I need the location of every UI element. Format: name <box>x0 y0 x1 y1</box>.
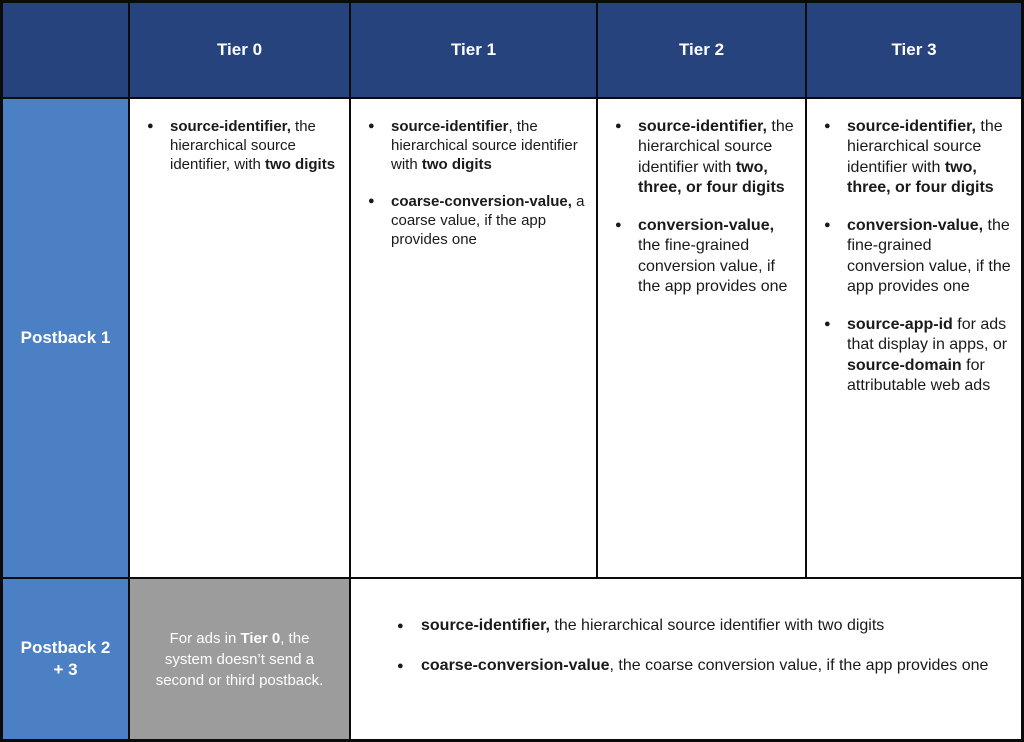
bullet-item <box>363 117 588 175</box>
text-segment: source-identifier <box>391 118 509 135</box>
text-segment: , the system doesn’t send a second or third postback. <box>155 629 324 689</box>
corner-header-cell <box>3 3 128 97</box>
table-grid <box>3 3 1021 739</box>
bullet-item <box>395 656 997 677</box>
bullet-list-postback1-tier1 <box>363 117 588 249</box>
text-segment: source-identifier, <box>847 118 976 135</box>
row-header-postback-1: Postback 1 <box>3 99 128 577</box>
text-segment: source-identifier, <box>421 617 550 635</box>
bullet-item <box>142 117 341 175</box>
bullet-item <box>819 315 1013 397</box>
text-segment: conversion-value, <box>638 216 775 234</box>
column-header-tier-2: Tier 2 <box>598 3 805 97</box>
bullet-item <box>395 616 997 637</box>
text-segment: For ads in <box>169 629 241 647</box>
text-segment: source-app-id <box>847 315 953 333</box>
bullet-list-postback23-merged <box>395 616 997 696</box>
text-segment: two, three, or four digits <box>847 158 994 197</box>
row-header-postback-2-3: Postback 2 + 3 <box>3 579 128 739</box>
text-segment: the hierarchical source identifier with <box>638 118 794 176</box>
bullet-item <box>363 192 588 250</box>
cell-postback1-tier1 <box>351 99 596 577</box>
text-segment: the fine-grained conversion value, if the app provides one <box>638 237 788 296</box>
bullet-item <box>610 216 797 298</box>
text-segment: source-domain <box>847 356 962 374</box>
text-segment: , the coarse conversion value, if the app provides one <box>609 657 989 674</box>
text-segment: the hierarchical source identifier, with <box>170 118 316 174</box>
text-segment: Tier 0 <box>240 629 281 647</box>
bullet-list-postback1-tier2 <box>610 117 797 298</box>
bullet-item <box>610 117 797 199</box>
bullet-list-postback1-tier0 <box>142 117 341 175</box>
cell-postback23-merged-tier1-3 <box>351 579 1021 739</box>
tier0-no-postback-note <box>148 628 331 691</box>
text-segment: for ads that display in apps, or <box>847 315 1008 354</box>
text-segment: source-identifier, <box>638 118 767 135</box>
cell-postback1-tier2 <box>598 99 805 577</box>
text-segment: a coarse value, if the app provides one <box>391 192 585 248</box>
text-segment: , the hierarchical source identifier with <box>391 118 578 174</box>
text-segment: for attributable web ads <box>847 356 991 395</box>
bullet-item <box>819 216 1013 298</box>
column-header-tier-1: Tier 1 <box>351 3 596 97</box>
cell-postback23-tier0-note <box>130 579 349 739</box>
text-segment: coarse-conversion-value, <box>391 192 572 210</box>
text-segment: the hierarchical source identifier with two digits <box>549 617 885 635</box>
text-segment: source-identifier, <box>170 118 291 135</box>
text-segment: the fine-grained conversion value, if the app provides one <box>847 216 1011 296</box>
column-header-tier-0: Tier 0 <box>130 3 349 97</box>
cell-postback1-tier3 <box>807 99 1021 577</box>
bullet-item <box>819 117 1013 199</box>
text-segment: two digits <box>421 156 492 174</box>
text-segment: two, three, or four digits <box>638 158 785 197</box>
bullet-list-postback1-tier3 <box>819 117 1013 397</box>
text-segment: conversion-value, <box>847 216 984 234</box>
column-header-tier-3: Tier 3 <box>807 3 1021 97</box>
cell-postback1-tier0 <box>130 99 349 577</box>
text-segment: the hierarchical source identifier with <box>847 118 1003 176</box>
text-segment: two digits <box>265 156 336 174</box>
text-segment: coarse-conversion-value <box>421 657 610 674</box>
